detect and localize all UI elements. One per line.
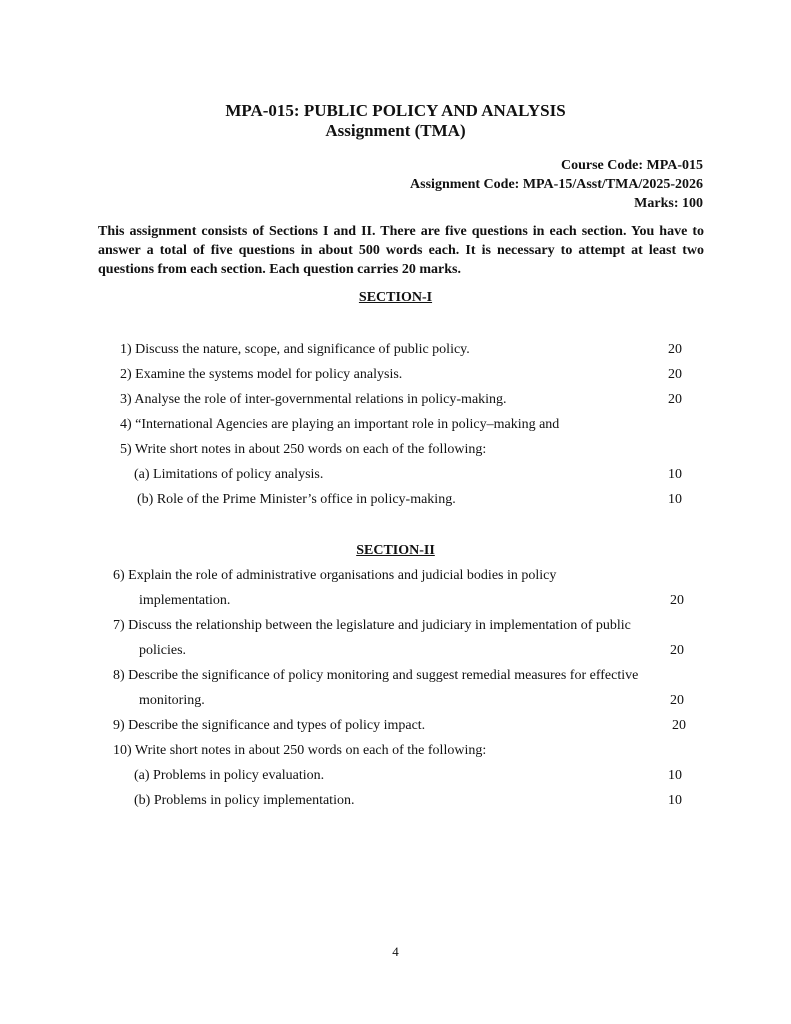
question-5a: (a) Limitations of policy analysis. (134, 467, 324, 482)
document-subtitle: Assignment (TMA) (325, 121, 466, 140)
document-title: MPA-015: PUBLIC POLICY AND ANALYSIS (225, 101, 566, 120)
question-1: 1) Discuss the nature, scope, and significance of public policy. (120, 342, 470, 357)
question-6-line-2: implementation. (139, 593, 231, 608)
question-9: 9) Describe the significance and types of policy impact. (113, 718, 426, 733)
question-7-line-2: policies. (139, 643, 187, 658)
question-2: 2) Examine the systems model for policy analysis. (120, 367, 403, 382)
question-4: 4) “International Agencies are playing an important role in policy–making and (120, 417, 560, 432)
question-3-marks: 20 (668, 392, 682, 407)
question-10a-marks: 10 (668, 768, 682, 783)
question-10: 10) Write short notes in about 250 words on each of the following: (113, 743, 487, 758)
section-2-heading: SECTION-II (356, 543, 435, 558)
question-1-marks: 20 (668, 342, 682, 357)
question-10b: (b) Problems in policy implementation. (134, 793, 355, 808)
total-marks: Marks: 100 (634, 196, 703, 211)
question-5b-marks: 10 (668, 492, 682, 507)
question-6-marks: 20 (670, 593, 684, 608)
instructions-paragraph: This assignment consists of Sections I and II. There are five questions in each section. You have to answer a total of five questions in about 500 words each. It is necessary to attempt at least two questions from each section. Each question carries 20 marks. (98, 224, 704, 277)
question-10a: (a) Problems in policy evaluation. (134, 768, 325, 783)
question-5: 5) Write short notes in about 250 words on each of the following: (120, 442, 487, 457)
question-8-marks: 20 (670, 693, 684, 708)
question-5a-marks: 10 (668, 467, 682, 482)
code-block (410, 156, 703, 213)
question-6-line-1: 6) Explain the role of administrative organisations and judicial bodies in policy (113, 568, 557, 583)
course-code: Course Code: MPA-015 (560, 158, 703, 173)
section-1-heading: SECTION-I (358, 290, 433, 305)
question-7-marks: 20 (670, 643, 684, 658)
question-9-marks: 20 (672, 718, 686, 733)
page-number: 4 (392, 944, 399, 959)
question-8-line-1: 8) Describe the significance of policy monitoring and suggest remedial measures for effective (113, 668, 639, 683)
question-5b: (b) Role of the Prime Minister’s office in policy-making. (137, 492, 456, 507)
question-8-line-2: monitoring. (139, 693, 205, 708)
question-2-marks: 20 (668, 367, 682, 382)
question-10b-marks: 10 (668, 793, 682, 808)
question-7-line-1: 7) Discuss the relationship between the legislature and judiciary in implementation of public (113, 618, 631, 633)
assignment-code: Assignment Code: MPA-15/Asst/TMA/2025-2026 (410, 177, 703, 192)
question-3: 3) Analyse the role of inter-governmental relations in policy-making. (120, 392, 507, 407)
